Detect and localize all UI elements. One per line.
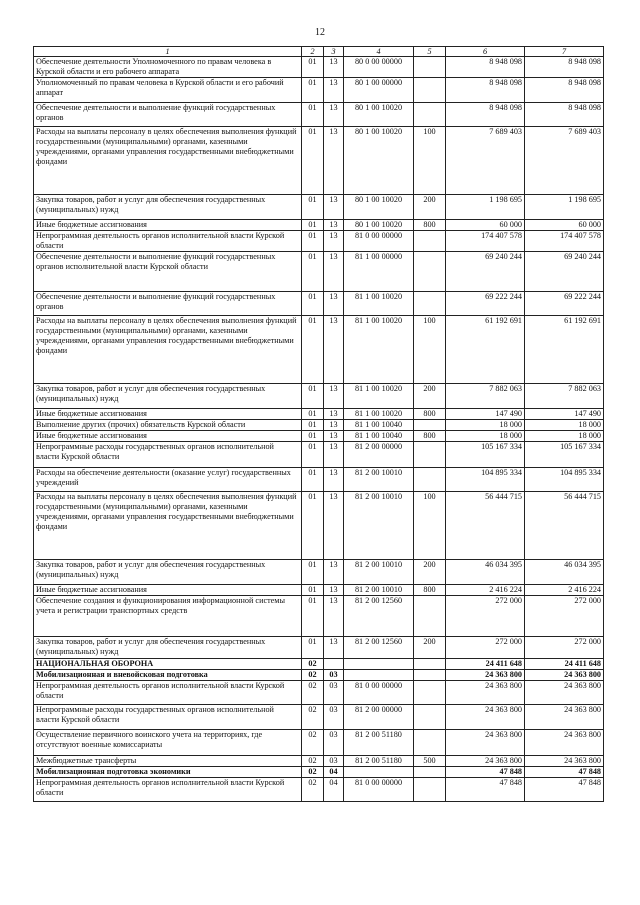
section-code-cell: 01 — [302, 409, 324, 420]
section-code-cell: 02 — [302, 730, 324, 756]
table-row — [34, 767, 604, 778]
expense-type-cell — [414, 670, 446, 681]
amount-col6-cell: 272 000 — [446, 637, 525, 659]
amount-col6-cell: 174 407 578 — [446, 231, 525, 252]
amount-col6-cell: 18 000 — [446, 431, 525, 442]
expense-type-cell: 100 — [414, 316, 446, 384]
amount-col6-cell: 24 411 648 — [446, 659, 525, 670]
target-article-cell: 81 1 00 10020 — [344, 409, 414, 420]
subsection-code-cell: 13 — [324, 231, 344, 252]
expense-type-cell: 800 — [414, 431, 446, 442]
subsection-code-cell: 13 — [324, 409, 344, 420]
amount-col7-cell: 24 363 800 — [525, 730, 604, 756]
expense-type-cell — [414, 78, 446, 103]
row-name-cell: Непрограммная деятельность органов исполнительной власти Курской области — [34, 231, 302, 252]
expense-type-cell — [414, 468, 446, 492]
table-row — [34, 292, 604, 316]
table-row — [34, 705, 604, 730]
table-row — [34, 659, 604, 670]
table-row — [34, 316, 604, 384]
section-code-cell: 01 — [302, 127, 324, 195]
subsection-code-cell: 13 — [324, 78, 344, 103]
table-row — [34, 127, 604, 195]
amount-col7-cell: 47 848 — [525, 778, 604, 802]
row-name-cell: Межбюджетные трансферты — [34, 756, 302, 767]
section-code-cell: 01 — [302, 57, 324, 78]
expense-type-cell — [414, 231, 446, 252]
amount-col6-cell: 105 167 334 — [446, 442, 525, 468]
row-name-cell: Непрограммная деятельность органов исполнительной власти Курской области — [34, 778, 302, 802]
row-name-cell: Расходы на выплаты персоналу в целях обеспечения выполнения функций государственными (муниципальными) органами, казенными учреждениями, органами управления государственными внебюджетными фондами — [34, 492, 302, 560]
table-row — [34, 637, 604, 659]
target-article-cell: 81 0 00 00000 — [344, 778, 414, 802]
amount-col7-cell: 8 948 098 — [525, 78, 604, 103]
target-article-cell: 81 2 00 10010 — [344, 492, 414, 560]
expense-type-cell: 200 — [414, 195, 446, 220]
section-code-cell: 01 — [302, 585, 324, 596]
amount-col6-cell: 2 416 224 — [446, 585, 525, 596]
target-article-cell: 81 2 00 10010 — [344, 585, 414, 596]
section-code-cell: 01 — [302, 560, 324, 585]
section-code-cell: 02 — [302, 767, 324, 778]
expense-type-cell — [414, 57, 446, 78]
table-row — [34, 220, 604, 231]
amount-col7-cell: 69 222 244 — [525, 292, 604, 316]
section-code-cell: 01 — [302, 220, 324, 231]
table-row — [34, 560, 604, 585]
expense-type-cell — [414, 442, 446, 468]
amount-col7-cell: 61 192 691 — [525, 316, 604, 384]
amount-col6-cell: 47 848 — [446, 778, 525, 802]
section-code-cell: 01 — [302, 468, 324, 492]
subsection-code-cell: 13 — [324, 252, 344, 292]
row-name-cell: Обеспечение создания и функционирования информационной системы учета и регистрации транспортных средств — [34, 596, 302, 637]
section-code-cell: 02 — [302, 778, 324, 802]
expense-type-cell — [414, 730, 446, 756]
row-name-cell: Иные бюджетные ассигнования — [34, 431, 302, 442]
expense-type-cell — [414, 705, 446, 730]
row-name-cell: Обеспечение деятельности и выполнение функций государственных органов — [34, 103, 302, 127]
amount-col7-cell: 56 444 715 — [525, 492, 604, 560]
section-code-cell: 01 — [302, 292, 324, 316]
row-name-cell: Закупка товаров, работ и услуг для обеспечения государственных (муниципальных) нужд — [34, 637, 302, 659]
target-article-cell: 81 2 00 51180 — [344, 756, 414, 767]
amount-col6-cell: 46 034 395 — [446, 560, 525, 585]
amount-col7-cell: 2 416 224 — [525, 585, 604, 596]
table-header — [34, 47, 604, 57]
target-article-cell: 81 1 00 10020 — [344, 292, 414, 316]
amount-col7-cell: 18 000 — [525, 420, 604, 431]
section-code-cell: 01 — [302, 252, 324, 292]
expense-type-cell — [414, 596, 446, 637]
section-code-cell: 01 — [302, 384, 324, 409]
amount-col6-cell: 18 000 — [446, 420, 525, 431]
amount-col7-cell: 7 882 063 — [525, 384, 604, 409]
row-name-cell: Закупка товаров, работ и услуг для обеспечения государственных (муниципальных) нужд — [34, 195, 302, 220]
target-article-cell — [344, 670, 414, 681]
subsection-code-cell: 13 — [324, 384, 344, 409]
table-row — [34, 384, 604, 409]
subsection-code-cell: 03 — [324, 756, 344, 767]
amount-col7-cell: 24 363 800 — [525, 681, 604, 705]
target-article-cell: 81 2 00 12560 — [344, 637, 414, 659]
amount-col6-cell: 24 363 800 — [446, 756, 525, 767]
amount-col7-cell: 272 000 — [525, 596, 604, 637]
table-row — [34, 409, 604, 420]
row-name-cell: Расходы на выплаты персоналу в целях обеспечения выполнения функций государственными (муниципальными) органами, казенными учреждениями, органами управления государственными внебюджетными фондами — [34, 316, 302, 384]
amount-col7-cell: 8 948 098 — [525, 57, 604, 78]
expense-type-cell: 800 — [414, 220, 446, 231]
target-article-cell: 81 1 00 10020 — [344, 316, 414, 384]
amount-col7-cell: 69 240 244 — [525, 252, 604, 292]
subsection-code-cell: 13 — [324, 492, 344, 560]
target-article-cell: 81 2 00 10010 — [344, 468, 414, 492]
subsection-code-cell: 04 — [324, 767, 344, 778]
section-code-cell: 01 — [302, 103, 324, 127]
amount-col7-cell: 7 689 403 — [525, 127, 604, 195]
expense-type-cell — [414, 767, 446, 778]
table-row — [34, 468, 604, 492]
subsection-code-cell: 13 — [324, 316, 344, 384]
target-article-cell: 81 1 00 10040 — [344, 420, 414, 431]
subsection-code-cell: 03 — [324, 681, 344, 705]
expense-type-cell: 500 — [414, 756, 446, 767]
amount-col7-cell: 24 363 800 — [525, 705, 604, 730]
subsection-code-cell — [324, 659, 344, 670]
target-article-cell: 80 1 00 10020 — [344, 103, 414, 127]
expense-type-cell: 100 — [414, 127, 446, 195]
subsection-code-cell: 03 — [324, 670, 344, 681]
section-code-cell: 01 — [302, 431, 324, 442]
amount-col7-cell: 24 363 800 — [525, 670, 604, 681]
table-row — [34, 103, 604, 127]
target-article-cell: 80 1 00 10020 — [344, 220, 414, 231]
table-row — [34, 420, 604, 431]
budget-table — [33, 46, 604, 802]
expense-type-cell — [414, 778, 446, 802]
subsection-code-cell: 13 — [324, 431, 344, 442]
amount-col7-cell: 8 948 098 — [525, 103, 604, 127]
table-row — [34, 57, 604, 78]
table-row — [34, 670, 604, 681]
expense-type-cell — [414, 103, 446, 127]
header-cell: 2 — [302, 47, 324, 57]
section-code-cell: 01 — [302, 195, 324, 220]
expense-type-cell — [414, 681, 446, 705]
target-article-cell: 80 1 00 10020 — [344, 127, 414, 195]
subsection-code-cell: 13 — [324, 292, 344, 316]
amount-col6-cell: 47 848 — [446, 767, 525, 778]
subsection-code-cell: 04 — [324, 778, 344, 802]
section-code-cell: 02 — [302, 670, 324, 681]
section-code-cell: 02 — [302, 705, 324, 730]
expense-type-cell: 100 — [414, 492, 446, 560]
subsection-code-cell: 13 — [324, 420, 344, 431]
row-name-cell: Непрограммная деятельность органов исполнительной власти Курской области — [34, 681, 302, 705]
row-name-cell: Мобилизационная и вневойсковая подготовка — [34, 670, 302, 681]
target-article-cell: 81 1 00 10020 — [344, 384, 414, 409]
expense-type-cell: 200 — [414, 384, 446, 409]
amount-col6-cell: 24 363 800 — [446, 670, 525, 681]
subsection-code-cell: 13 — [324, 468, 344, 492]
target-article-cell: 81 2 00 00000 — [344, 442, 414, 468]
table-row — [34, 231, 604, 252]
table-row — [34, 252, 604, 292]
table-row — [34, 492, 604, 560]
subsection-code-cell: 13 — [324, 57, 344, 78]
target-article-cell: 81 0 00 00000 — [344, 681, 414, 705]
target-article-cell: 81 1 00 00000 — [344, 252, 414, 292]
table-row — [34, 442, 604, 468]
subsection-code-cell: 03 — [324, 730, 344, 756]
expense-type-cell: 200 — [414, 637, 446, 659]
amount-col7-cell: 174 407 578 — [525, 231, 604, 252]
amount-col7-cell: 47 848 — [525, 767, 604, 778]
row-name-cell: Иные бюджетные ассигнования — [34, 409, 302, 420]
subsection-code-cell: 03 — [324, 705, 344, 730]
table-row — [34, 78, 604, 103]
section-code-cell: 02 — [302, 659, 324, 670]
table-row — [34, 195, 604, 220]
amount-col7-cell: 147 490 — [525, 409, 604, 420]
header-cell: 3 — [324, 47, 344, 57]
amount-col7-cell: 24 363 800 — [525, 756, 604, 767]
subsection-code-cell: 13 — [324, 585, 344, 596]
subsection-code-cell: 13 — [324, 637, 344, 659]
table-row — [34, 756, 604, 767]
amount-col6-cell: 69 222 244 — [446, 292, 525, 316]
amount-col6-cell: 8 948 098 — [446, 57, 525, 78]
subsection-code-cell: 13 — [324, 127, 344, 195]
page-number: 12 — [315, 27, 325, 38]
section-code-cell: 01 — [302, 637, 324, 659]
target-article-cell: 80 1 00 00000 — [344, 78, 414, 103]
amount-col6-cell: 272 000 — [446, 596, 525, 637]
expense-type-cell — [414, 420, 446, 431]
target-article-cell: 81 2 00 51180 — [344, 730, 414, 756]
expense-type-cell: 200 — [414, 560, 446, 585]
header-cell: 1 — [34, 47, 302, 57]
target-article-cell — [344, 659, 414, 670]
amount-col7-cell: 104 895 334 — [525, 468, 604, 492]
table-row — [34, 596, 604, 637]
row-name-cell: Выполнение других (прочих) обязательств Курской области — [34, 420, 302, 431]
amount-col6-cell: 8 948 098 — [446, 103, 525, 127]
row-name-cell: Непрограммные расходы государственных органов исполнительной власти Курской области — [34, 705, 302, 730]
amount-col6-cell: 7 882 063 — [446, 384, 525, 409]
row-name-cell: Обеспечение деятельности и выполнение функций государственных органов — [34, 292, 302, 316]
subsection-code-cell: 13 — [324, 442, 344, 468]
amount-col6-cell: 104 895 334 — [446, 468, 525, 492]
row-name-cell: Расходы на выплаты персоналу в целях обеспечения выполнения функций государственными (муниципальными) органами, казенными учреждениями, органами управления государственными внебюджетными фондами — [34, 127, 302, 195]
table-row — [34, 730, 604, 756]
target-article-cell: 81 2 00 00000 — [344, 705, 414, 730]
table-row — [34, 585, 604, 596]
section-code-cell: 02 — [302, 681, 324, 705]
row-name-cell: Непрограммные расходы государственных органов исполнительной власти Курской области — [34, 442, 302, 468]
target-article-cell: 80 0 00 00000 — [344, 57, 414, 78]
amount-col6-cell: 8 948 098 — [446, 78, 525, 103]
row-name-cell: Расходы на обеспечение деятельности (оказание услуг) государственных учреждений — [34, 468, 302, 492]
amount-col7-cell: 105 167 334 — [525, 442, 604, 468]
header-cell: 5 — [414, 47, 446, 57]
target-article-cell — [344, 767, 414, 778]
row-name-cell: Осуществление первичного воинского учета на территориях, где отсутствуют военные комиссариаты — [34, 730, 302, 756]
subsection-code-cell: 13 — [324, 220, 344, 231]
row-name-cell: Обеспечение деятельности и выполнение функций государственных органов исполнительной власти Курской области — [34, 252, 302, 292]
expense-type-cell — [414, 292, 446, 316]
row-name-cell: НАЦИОНАЛЬНАЯ ОБОРОНА — [34, 659, 302, 670]
amount-col6-cell: 24 363 800 — [446, 730, 525, 756]
amount-col7-cell: 60 000 — [525, 220, 604, 231]
target-article-cell: 81 1 00 10040 — [344, 431, 414, 442]
header-cell: 6 — [446, 47, 525, 57]
subsection-code-cell: 13 — [324, 195, 344, 220]
amount-col6-cell: 60 000 — [446, 220, 525, 231]
amount-col6-cell: 147 490 — [446, 409, 525, 420]
amount-col7-cell: 24 411 648 — [525, 659, 604, 670]
expense-type-cell — [414, 252, 446, 292]
section-code-cell: 01 — [302, 596, 324, 637]
amount-col6-cell: 24 363 800 — [446, 681, 525, 705]
table-row — [34, 681, 604, 705]
target-article-cell: 81 2 00 12560 — [344, 596, 414, 637]
amount-col6-cell: 61 192 691 — [446, 316, 525, 384]
section-code-cell: 01 — [302, 78, 324, 103]
row-name-cell: Иные бюджетные ассигнования — [34, 585, 302, 596]
header-cell: 7 — [525, 47, 604, 57]
section-code-cell: 01 — [302, 420, 324, 431]
amount-col6-cell: 7 689 403 — [446, 127, 525, 195]
header-cell: 4 — [344, 47, 414, 57]
amount-col6-cell: 24 363 800 — [446, 705, 525, 730]
amount-col6-cell: 1 198 695 — [446, 195, 525, 220]
section-code-cell: 02 — [302, 756, 324, 767]
amount-col6-cell: 56 444 715 — [446, 492, 525, 560]
table-row — [34, 778, 604, 802]
amount-col6-cell: 69 240 244 — [446, 252, 525, 292]
expense-type-cell: 800 — [414, 585, 446, 596]
amount-col7-cell: 1 198 695 — [525, 195, 604, 220]
expense-type-cell — [414, 659, 446, 670]
row-name-cell: Закупка товаров, работ и услуг для обеспечения государственных (муниципальных) нужд — [34, 560, 302, 585]
target-article-cell: 81 2 00 10010 — [344, 560, 414, 585]
expense-type-cell: 800 — [414, 409, 446, 420]
subsection-code-cell: 13 — [324, 103, 344, 127]
section-code-cell: 01 — [302, 231, 324, 252]
row-name-cell: Уполномоченный по правам человека в Курской области и его рабочий аппарат — [34, 78, 302, 103]
target-article-cell: 80 1 00 10020 — [344, 195, 414, 220]
amount-col7-cell: 18 000 — [525, 431, 604, 442]
table-row — [34, 431, 604, 442]
section-code-cell: 01 — [302, 316, 324, 384]
section-code-cell: 01 — [302, 492, 324, 560]
row-name-cell: Закупка товаров, работ и услуг для обеспечения государственных (муниципальных) нужд — [34, 384, 302, 409]
subsection-code-cell: 13 — [324, 560, 344, 585]
row-name-cell: Обеспечение деятельности Уполномоченного по правам человека в Курской области и его рабочего аппарата — [34, 57, 302, 78]
target-article-cell: 81 0 00 00000 — [344, 231, 414, 252]
row-name-cell: Иные бюджетные ассигнования — [34, 220, 302, 231]
subsection-code-cell: 13 — [324, 596, 344, 637]
amount-col7-cell: 46 034 395 — [525, 560, 604, 585]
amount-col7-cell: 272 000 — [525, 637, 604, 659]
section-code-cell: 01 — [302, 442, 324, 468]
row-name-cell: Мобилизационная подготовка экономики — [34, 767, 302, 778]
